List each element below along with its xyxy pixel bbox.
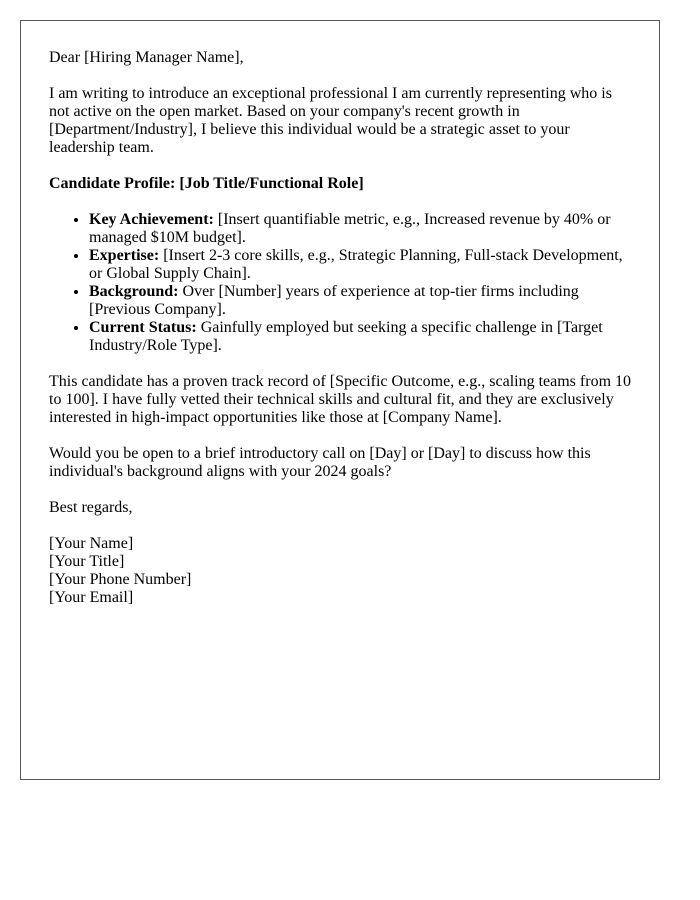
signature-title: [Your Title]: [49, 553, 125, 570]
list-item-key-achievement: [89, 211, 631, 247]
list-item-current-status: [89, 319, 631, 355]
signature-name: [Your Name]: [49, 535, 134, 552]
call-to-action-paragraph: Would you be open to a brief introductory call on [Day] or [Day] to discuss how this individual's background aligns with your 2024 goals?: [49, 445, 591, 480]
candidate-profile-heading: Candidate Profile: [Job Title/Functional Role]: [49, 175, 364, 192]
list-item-text: [Insert 2-3 core skills, e.g., Strategic Planning, Full-stack Development, or Global Supply Chain].: [89, 247, 623, 282]
track-record-paragraph: This candidate has a proven track record of [Specific Outcome, e.g., scaling teams from 10 to 100]. I have fully vetted their technical skills and cultural fit, and they are exclusively interested in high-impact opportunities like those at [Company Name].: [49, 373, 632, 426]
list-item-background: [89, 283, 631, 319]
signature-block: [49, 535, 631, 607]
letter-page: [20, 20, 660, 780]
list-item-label: Background:: [89, 283, 179, 300]
list-item-text: [Insert quantifiable metric, e.g., Increased revenue by 40% or managed $10M budget].: [89, 211, 611, 246]
signature-phone: [Your Phone Number]: [49, 571, 192, 588]
signature-email: [Your Email]: [49, 589, 134, 606]
list-item-label: Current Status:: [89, 319, 197, 336]
intro-paragraph: I am writing to introduce an exceptional professional I am currently representing who is not active on the open market. Based on your company's recent growth in [Department/Industry], I believe this individual would be a strategic asset to your leadership team.: [49, 85, 612, 156]
list-item-label: Key Achievement:: [89, 211, 214, 228]
list-item-label: Expertise:: [89, 247, 160, 264]
candidate-profile-list: [49, 211, 631, 355]
list-item-expertise: [89, 247, 631, 283]
closing: Best regards,: [49, 499, 133, 516]
list-item-text: Gainfully employed but seeking a specific challenge in [Target Industry/Role Type].: [89, 319, 603, 354]
list-item-text: Over [Number] years of experience at top-tier firms including [Previous Company].: [89, 283, 579, 318]
salutation: Dear [Hiring Manager Name],: [49, 49, 244, 66]
